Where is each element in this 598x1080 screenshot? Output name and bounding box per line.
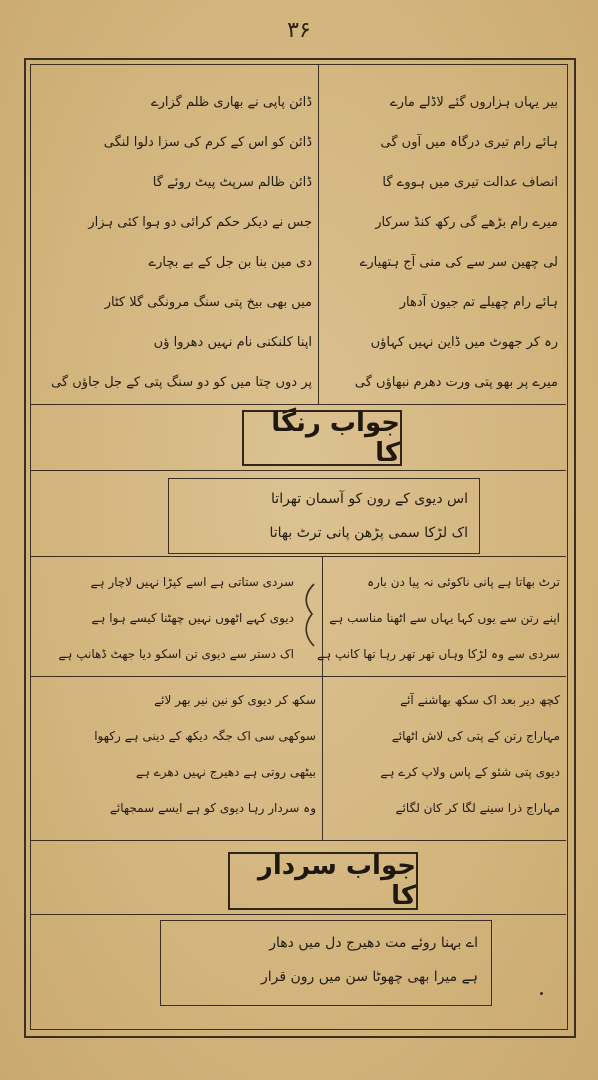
verse-line: ہے میرا بھی چھوٹا سن میں رون قرار: [260, 969, 478, 985]
verse-line: انصاف عدالت تیری میں ہووے گا: [382, 175, 558, 190]
verse-line: دی مین بنا بن جل کے بے بچارے: [148, 255, 312, 270]
verse-line: سردی سے وہ لڑکا وہاں تھر تھر رہا تھا کانپ ہے: [317, 647, 560, 661]
verse-line: ڈائن کو اس کے کرم کی سزا دلوا لنگی: [103, 135, 312, 150]
ink-dot: [540, 992, 543, 995]
divider-line: [30, 470, 566, 471]
divider-line: [30, 556, 566, 557]
verse-line: دیوی پتی شئو کے پاس ولاپ کرے ہے: [380, 765, 560, 779]
verse-line: اک لڑکا سمی پڑھن پانی ترٹ بھاتا: [269, 525, 468, 541]
verse-line: میرے پر بھو پتی ورت دھرم نبھاؤں گی: [354, 375, 558, 390]
verse-block-low-left: [36, 694, 316, 838]
verse-line: وہ سردار رہا دیوی کو ہے ایسے سمجھائے: [109, 801, 316, 815]
verse-line: مہاراج ذرا سینے لگا کر کان لگائے: [395, 801, 560, 815]
verse-line: سوکھی سی اک جگہ دیکھ کے دینی ہے رکھوا: [94, 729, 316, 743]
verse-line: ترٹ بھاتا ہے پانی ناکوئی نہ پیا دن بارہ: [367, 575, 560, 589]
verse-line: بیٹھی روتی ہے دھیرج نہیں دھرے ہے: [135, 765, 316, 779]
verse-line: ڈائن پاپی نے بھاری ظلم گزارے: [150, 95, 312, 110]
section-heading: جواب رنگا کا: [271, 408, 400, 468]
verse-block-center: [172, 936, 478, 1004]
divider-line: [30, 840, 566, 841]
verse-line: میرے رام بڑھے گی رکھ کنڈ سرکار: [375, 215, 558, 230]
verse-line: اس دیوی کے رون کو آسمان تھراتا: [271, 491, 468, 507]
verse-line: ڈائن ظالم سرپٹ پیٹ روئے گا: [152, 175, 312, 190]
top-column-divider: [318, 64, 319, 404]
verse-block-center: [178, 492, 468, 560]
divider-line: [30, 914, 566, 915]
verse-line: مہاراج رتن کے پتی کی لاش اٹھائے: [391, 729, 560, 743]
verse-line: لی چھین سر سے کی منی آج ہتھیارے: [359, 255, 558, 270]
page-number: ۳۶: [287, 18, 311, 43]
verse-block-low-right: [330, 694, 560, 838]
verse-block-top-left: [36, 96, 312, 416]
divider-line: [30, 676, 566, 677]
section-heading-box: [242, 410, 402, 466]
section-heading-box: [228, 852, 418, 910]
verse-line: دیوی کہے اٹھوں نہیں چھٹنا کیسے ہوا ہے: [91, 611, 294, 625]
verse-line: کچھ دیر بعد اک سکھ بھاشنے آئے: [400, 693, 560, 707]
bracket-flourish-icon: [298, 580, 320, 650]
verse-line: پر دوں چتا میں کو دو سنگ پتی کے جل جاؤں گی: [51, 375, 312, 390]
verse-block-mid-left: [36, 576, 294, 684]
verse-line: اپنے رتن سے یوں کہا یہاں سے اٹھنا مناسب ہے: [329, 611, 560, 625]
verse-line: سکھ کر دیوی کو نین نیر بھر لائے: [154, 693, 316, 707]
verse-line: اپنا کلنکنی نام نہیں دھروا ؤں: [153, 335, 312, 350]
verse-line: بیر یہاں ہزاروں گئے لاڈلے مارے: [390, 95, 558, 110]
verse-block-mid-right: [317, 575, 560, 684]
section-heading: جواب سردار کا: [257, 851, 416, 911]
verse-line: جس نے دیکر حکم کرائی دو ہوا کئی ہزار: [88, 215, 312, 230]
verse-line: اے بہنا روئے مت دھیرج دل میں دھار: [269, 935, 478, 951]
verse-line: اک دستر سے دیوی تن اسکو دیا جھٹ ڈھانپ ہے: [58, 647, 294, 661]
mid-column-divider: [322, 556, 323, 840]
verse-block-top-right: [326, 96, 558, 416]
verse-line: سردی ستاتی ہے اسے کپڑا نہیں لاچار ہے: [90, 575, 294, 589]
verse-line: رہ کر جھوٹ میں ڈاین نہیں کہاؤں: [370, 335, 558, 350]
verse-line: ہائے رام چھیلے تم جیون آدھار: [399, 295, 558, 310]
verse-line: میں بھی بیخ پتی سنگ مرونگی گلا کٹار: [104, 295, 312, 310]
verse-line: ہائے رام تیری درگاہ میں آوں گی: [380, 135, 558, 150]
